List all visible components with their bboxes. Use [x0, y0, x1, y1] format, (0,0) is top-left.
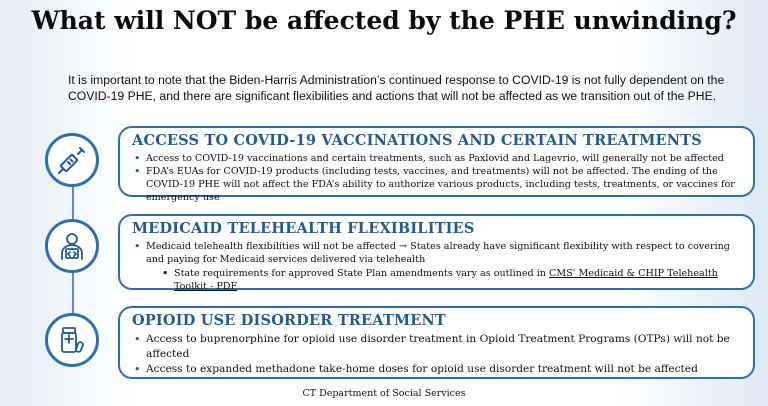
list-item: • FDA’s EUAs for COVID-19 products (including tests, vaccines, and treatments) will not be affected. The ending of the COVID-19 PHE will not affect the FDA’s ability to authorize various products, including tests, treatments, or vaccines for emergency use: [132, 165, 743, 204]
telehealth-circle: [45, 219, 99, 273]
opioid-circle: [45, 313, 99, 367]
syringe-icon: [56, 144, 88, 176]
list-item-sub: [132, 267, 743, 293]
list-item: • Medicaid telehealth flexibilities will not be affected → States already have significant flexibility with respect to covering and paying for Medicaid services delivered via telehealth: [132, 240, 743, 266]
page-title: What will NOT be affected by the PHE unwinding?: [31, 6, 737, 35]
vaccine-circle: [45, 133, 99, 187]
pill-bottle-icon: [56, 324, 88, 356]
telehealth-doctor-icon: [56, 230, 88, 262]
list-item: • Access to buprenorphine for opioid use disorder treatment in Opioid Treatment Programs (OTPs) will not be affected: [132, 332, 743, 362]
list-item: • Access to expanded methadone take-home doses for opioid use disorder treatment will not be affected: [132, 362, 743, 377]
section-heading: ACCESS TO COVID-19 VACCINATIONS AND CERTAIN TREATMENTS: [132, 132, 702, 149]
list-item: • Access to COVID-19 vaccinations and certain treatments, such as Paxlovid and Lagevrio, will generally not be affected: [132, 152, 743, 165]
section-heading: MEDICAID TELEHEALTH FLEXIBILITIES: [132, 220, 475, 237]
section-card-vaccinations: [118, 126, 755, 203]
section-card-opioid: [118, 306, 755, 379]
sub-bullet-text: State requirements for approved State Plan amendments vary as outlined in: [174, 268, 550, 279]
intro-paragraph: It is important to note that the Biden-Harris Administration’s continued response to COVID-19 is not fully dependent on the COVID-19 PHE, and there are significant flexibilities and actions that will not be affected as we transition out of the PHE.: [68, 73, 725, 103]
toolkit-link[interactable]: CMS' Medicaid & CHIP Telehealth Toolkit - PDF: [174, 268, 718, 292]
section-heading: OPIOID USE DISORDER TREATMENT: [132, 312, 446, 329]
section-card-telehealth: [118, 214, 755, 290]
footer-text: CT Department of Social Services: [302, 388, 466, 399]
